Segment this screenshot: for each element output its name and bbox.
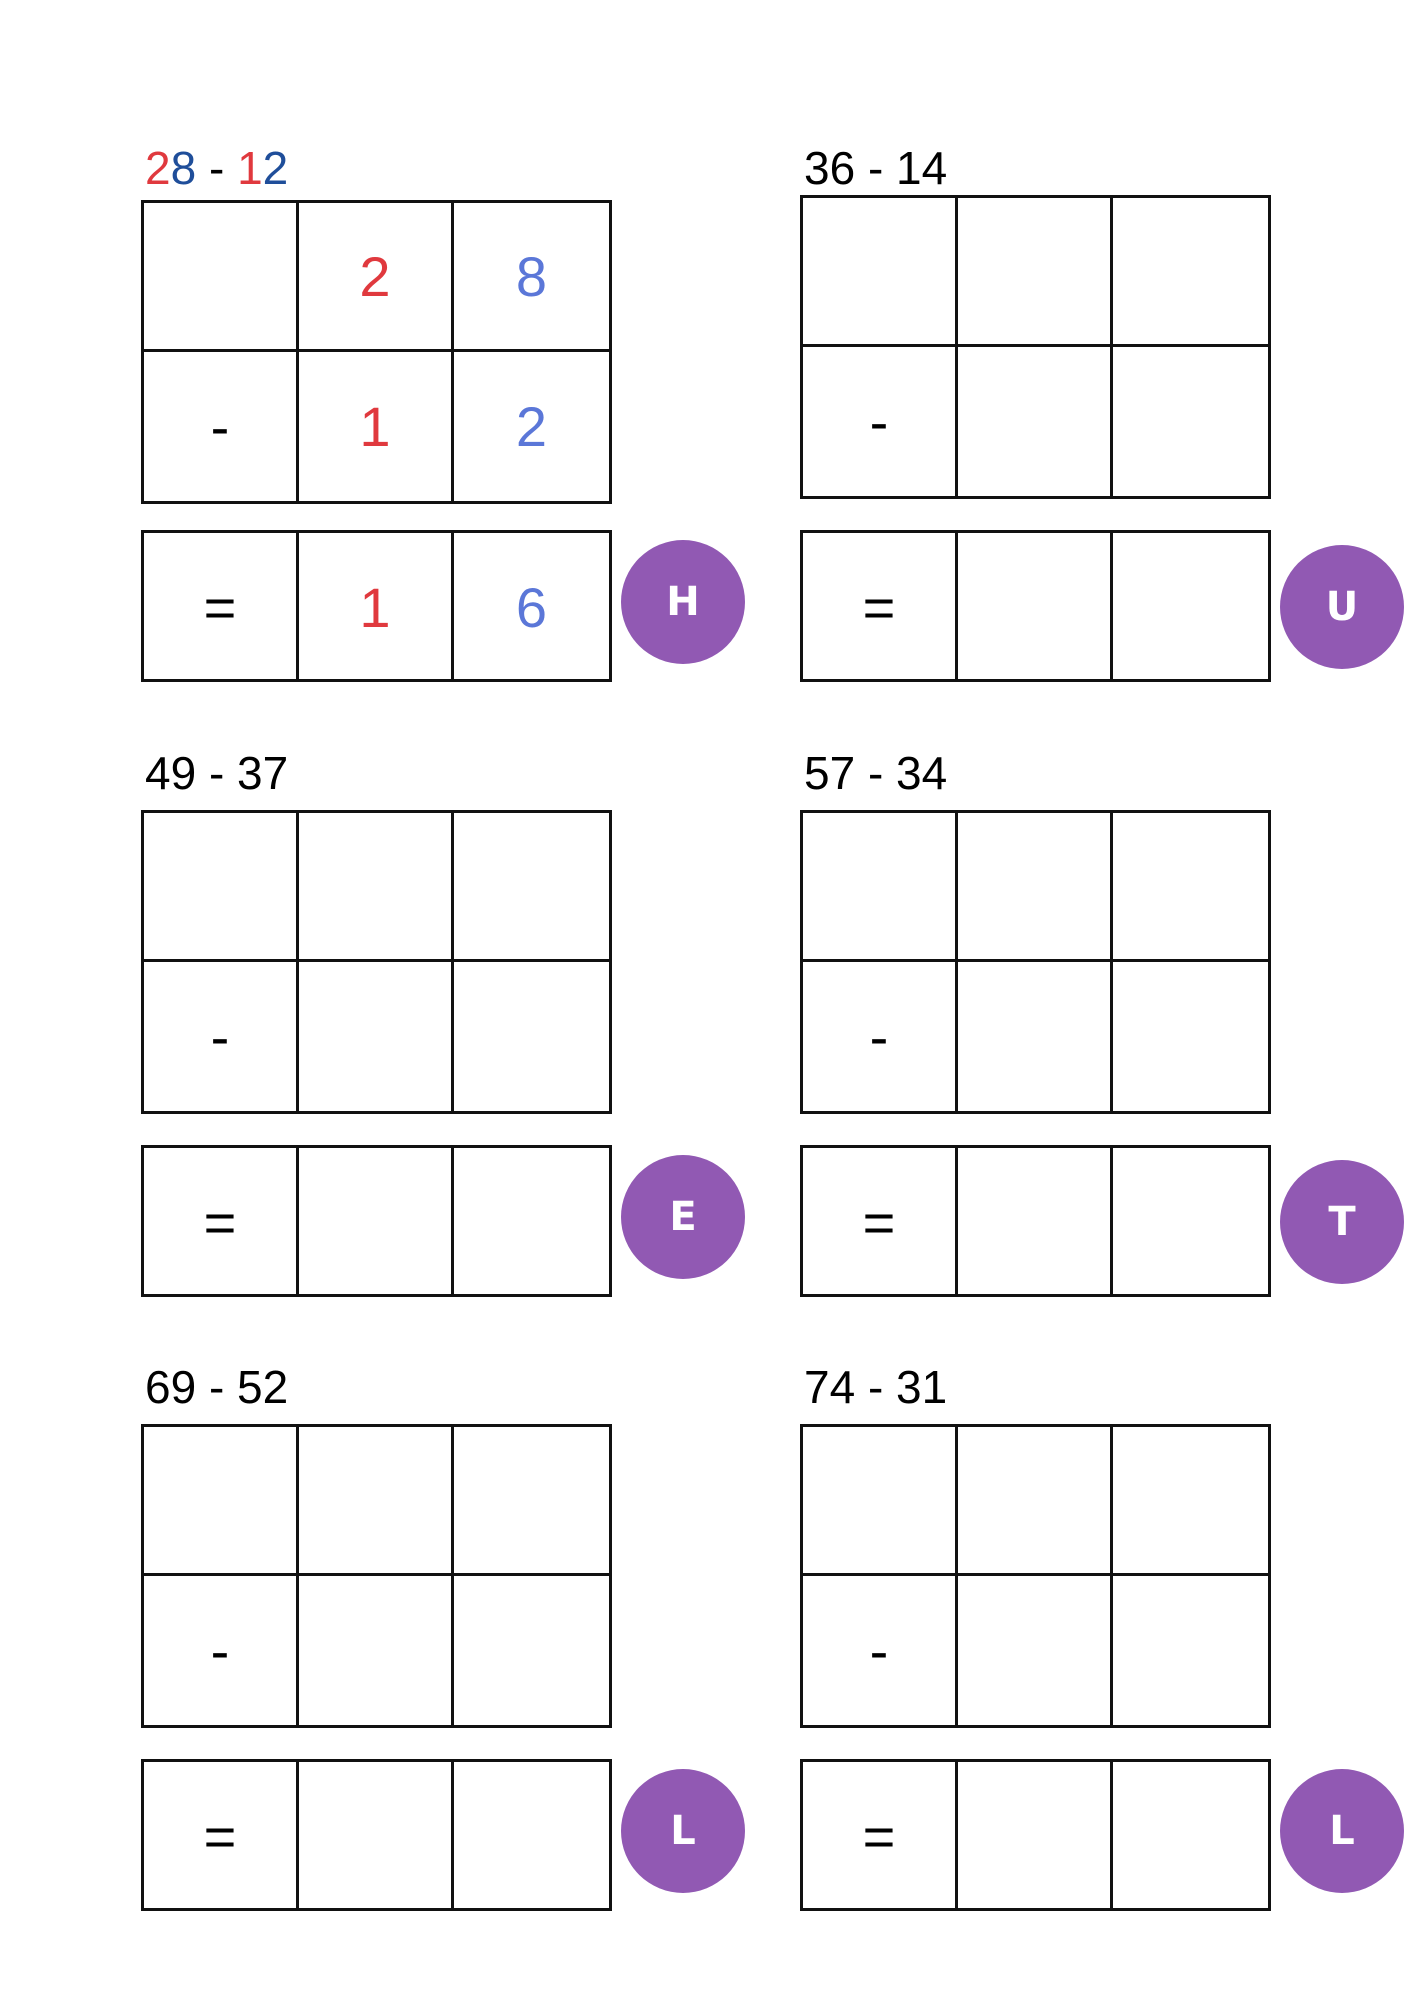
answer-cell-2[interactable]: 6 <box>515 576 548 639</box>
answer-cell-2[interactable] <box>454 1762 609 1911</box>
letter-badge: L <box>1280 1769 1404 1893</box>
answer-row <box>800 530 1271 682</box>
problem-title <box>145 1361 289 1413</box>
problem-3 <box>141 747 761 1310</box>
letter-badge: E <box>621 1155 745 1279</box>
title-part: 49 - 37 <box>145 747 289 799</box>
bottom-cell-2[interactable] <box>958 962 1113 1111</box>
minus-sign: - <box>144 962 299 1111</box>
top-cell-1[interactable] <box>144 203 299 352</box>
title-part: 2 <box>262 142 289 194</box>
bottom-cell-2[interactable] <box>958 347 1113 496</box>
bottom-cell-3[interactable] <box>454 962 609 1111</box>
title-part: 74 - 31 <box>804 1361 948 1413</box>
title-part: - <box>196 142 238 194</box>
top-cell-3[interactable] <box>1113 1427 1268 1576</box>
top-cell-1[interactable] <box>144 813 299 962</box>
equals-sign: = <box>144 1762 299 1911</box>
answer-cell-1[interactable] <box>299 1148 454 1297</box>
bottom-cell-2[interactable] <box>299 962 454 1111</box>
bottom-cell-2[interactable] <box>299 1576 454 1725</box>
equals-sign: = <box>803 533 958 682</box>
minus-sign: - <box>803 1576 958 1725</box>
problem-title <box>804 747 948 799</box>
answer-cell-2[interactable] <box>454 1148 609 1297</box>
letter-badge: H <box>621 540 745 664</box>
top-cell-3[interactable] <box>1113 813 1268 962</box>
problem-title <box>804 142 948 194</box>
top-cell-1[interactable] <box>144 1427 299 1576</box>
problem-title <box>145 142 289 194</box>
bottom-cell-3[interactable] <box>1113 962 1268 1111</box>
minus-sign: - <box>144 352 299 501</box>
bottom-cell-2[interactable]: 1 <box>299 352 454 501</box>
equals-sign: = <box>803 1148 958 1297</box>
equals-sign: = <box>144 533 299 682</box>
column-grid <box>141 200 612 504</box>
letter-badge: U <box>1280 545 1404 669</box>
column-grid <box>800 195 1271 499</box>
top-cell-3[interactable] <box>1113 198 1268 347</box>
problem-6 <box>800 1361 1414 1924</box>
answer-row <box>800 1145 1271 1297</box>
problem-4 <box>800 747 1414 1310</box>
answer-cell-1[interactable] <box>299 1762 454 1911</box>
minus-sign: - <box>144 1576 299 1725</box>
title-part: 69 - 52 <box>145 1361 289 1413</box>
top-cell-2[interactable] <box>958 1427 1113 1576</box>
title-part: 8 <box>170 142 197 194</box>
top-cell-2[interactable] <box>958 198 1113 347</box>
bottom-cell-3[interactable]: 2 <box>515 395 548 458</box>
bottom-cell-3[interactable] <box>454 1576 609 1725</box>
title-part: 2 <box>145 142 171 194</box>
answer-cell-2[interactable] <box>1113 1148 1268 1297</box>
letter-badge: T <box>1280 1160 1404 1284</box>
equals-sign: = <box>144 1148 299 1297</box>
bottom-cell-3[interactable] <box>1113 347 1268 496</box>
title-part: 36 - 14 <box>804 142 948 194</box>
top-cell-2[interactable] <box>299 1427 454 1576</box>
title-part: 57 - 34 <box>804 747 948 799</box>
answer-row <box>141 1145 612 1297</box>
top-cell-1[interactable] <box>803 1427 958 1576</box>
answer-row <box>141 530 612 682</box>
answer-cell-2[interactable] <box>1113 1762 1268 1911</box>
top-cell-3[interactable]: 8 <box>454 203 609 352</box>
problem-1 <box>141 142 761 705</box>
problem-5 <box>141 1361 761 1924</box>
top-cell-2[interactable] <box>958 813 1113 962</box>
answer-row <box>141 1759 612 1911</box>
bottom-cell-3[interactable] <box>1113 1576 1268 1725</box>
top-cell-3[interactable] <box>454 813 609 962</box>
answer-cell-1[interactable] <box>958 1148 1113 1297</box>
minus-sign: - <box>803 962 958 1111</box>
equals-sign: = <box>803 1762 958 1911</box>
top-cell-1[interactable] <box>803 198 958 347</box>
answer-cell-1[interactable]: 1 <box>299 533 454 682</box>
problem-title <box>145 747 289 799</box>
problem-title <box>804 1361 948 1413</box>
problem-2 <box>800 142 1414 705</box>
answer-row <box>800 1759 1271 1911</box>
bottom-cell-2[interactable] <box>958 1576 1113 1725</box>
answer-cell-2[interactable] <box>1113 533 1268 682</box>
answer-cell-1[interactable] <box>958 533 1113 682</box>
letter-badge: L <box>621 1769 745 1893</box>
title-part: 1 <box>237 142 263 194</box>
column-grid <box>800 1424 1271 1728</box>
top-cell-3[interactable] <box>454 1427 609 1576</box>
top-cell-2[interactable]: 2 <box>299 203 454 352</box>
column-grid <box>141 810 612 1114</box>
minus-sign: - <box>803 347 958 496</box>
answer-cell-1[interactable] <box>958 1762 1113 1911</box>
top-cell-1[interactable] <box>803 813 958 962</box>
top-cell-2[interactable] <box>299 813 454 962</box>
column-grid <box>800 810 1271 1114</box>
column-grid <box>141 1424 612 1728</box>
